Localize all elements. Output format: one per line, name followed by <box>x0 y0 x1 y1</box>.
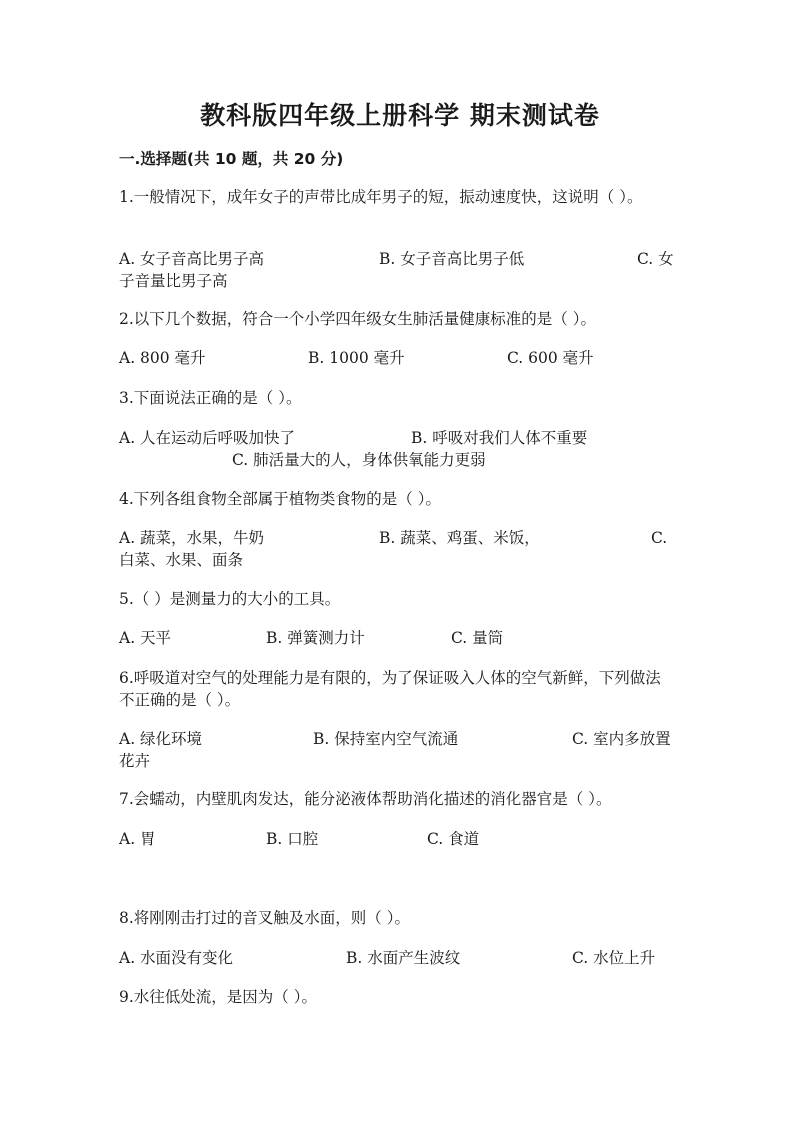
option-2a: A. 800 毫升 <box>119 349 206 367</box>
question-8: 8.将刚刚击打过的音叉触及水面，则（ ）。 <box>119 909 410 927</box>
option-2b: B. 1000 毫升 <box>308 349 405 367</box>
option-1c-cont: 子音量比男子高 <box>119 272 228 290</box>
option-1b: B. 女子音高比男子低 <box>379 250 525 268</box>
question-9: 9.水往低处流，是因为（ ）。 <box>119 988 317 1006</box>
question-6: 6.呼吸道对空气的处理能力是有限的，为了保证吸入人体的空气新鲜，下列做法不正确的是（ ）。 <box>119 669 661 709</box>
question-7: 7.会蠕动，内壁肌肉发达，能分泌液体帮助消化描述的消化器官是（ ）。 <box>119 790 612 808</box>
exam-title: 教科版四年级上册科学 期末测试卷 <box>200 101 600 130</box>
option-5a: A. 天平 <box>119 629 172 647</box>
option-6a: A. 绿化环境 <box>119 730 203 748</box>
option-8c: C. 水位上升 <box>572 949 656 967</box>
option-2c: C. 600 毫升 <box>507 349 594 367</box>
option-4b: B. 蔬菜、鸡蛋、米饭， <box>379 529 540 547</box>
options-7 <box>119 828 671 878</box>
options-1 <box>119 248 674 298</box>
question-4: 4.下列各组食物全部属于植物类食物的是（ ）。 <box>119 490 441 508</box>
option-4a: A. 蔬菜，水果，牛奶 <box>119 529 265 547</box>
option-3c: C. 肺活量大的人，身体供氧能力更弱 <box>232 451 486 469</box>
option-3a: A. 人在运动后呼吸加快了 <box>119 429 296 447</box>
section-heading: 一.选择题(共 10 题，共 20 分) <box>119 150 344 168</box>
option-8b: B. 水面产生波纹 <box>346 949 461 967</box>
option-3b: B. 呼吸对我们人体不重要 <box>411 429 588 447</box>
option-7a: A. 胃 <box>119 830 156 848</box>
option-6b: B. 保持室内空气流通 <box>313 730 459 748</box>
option-6c: C. 室内多放置 <box>572 730 671 748</box>
question-3: 3.下面说法正确的是（ ）。 <box>119 389 302 407</box>
question-1: 1.一般情况下，成年女子的声带比成年男子的短，振动速度快，这说明（ ）。 <box>119 188 643 206</box>
options-3 <box>119 427 671 477</box>
option-4c-cont: 白菜、水果、面条 <box>119 551 244 569</box>
option-1c: C. 女 <box>637 250 674 268</box>
option-7c: C. 食道 <box>427 830 480 848</box>
option-1a: A. 女子音高比男子高 <box>119 250 265 268</box>
option-8a: A. 水面没有变化 <box>119 949 234 967</box>
question-5: 5.（ ）是测量力的大小的工具。 <box>119 590 341 608</box>
question-2: 2.以下几个数据，符合一个小学四年级女生肺活量健康标准的是（ ）。 <box>119 310 596 328</box>
option-5b: B. 弹簧测力计 <box>266 629 365 647</box>
options-4 <box>119 527 671 577</box>
option-7b: B. 口腔 <box>266 830 319 848</box>
option-6c-cont: 花卉 <box>119 752 151 770</box>
options-6 <box>119 728 671 778</box>
option-4c: C. <box>651 529 668 547</box>
option-5c: C. 量筒 <box>451 629 504 647</box>
